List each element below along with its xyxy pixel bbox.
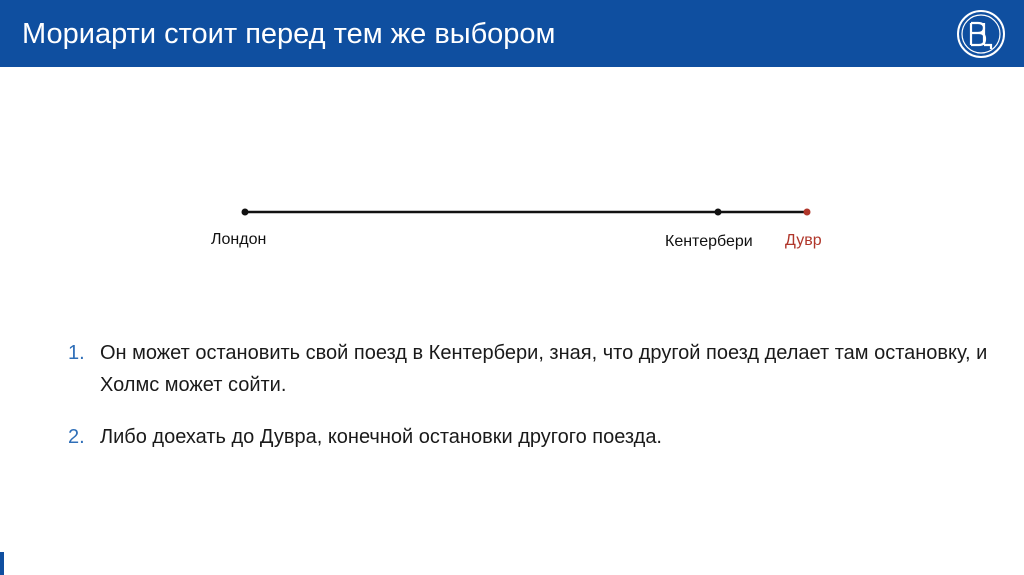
station-dot-london [242,209,249,216]
list-item-text: Он может остановить свой поезд в Кентербери, зная, что другой поезд делает там остановку, и Холмс может сойти. [100,342,988,396]
hse-university-logo-icon [956,9,1006,59]
list-item-text: Либо доехать до Дувра, конечной остановки другого поезда. [100,426,662,448]
list-item-number: 1. [68,342,85,364]
route-line-svg [0,190,1024,230]
station-dot-canterbury [715,209,722,216]
station-label-dover: Дувр [785,232,822,249]
station-dot-dover [804,209,811,216]
options-list [68,337,988,453]
slide-title: Мориарти стоит перед тем же выбором [22,18,556,50]
list-item [68,421,988,453]
route-diagram [0,190,1024,260]
list-item [68,337,988,401]
slide-header [0,0,1024,67]
station-label-london: Лондон [211,231,267,248]
list-item-number: 2. [68,426,85,448]
station-label-canterbury: Кентербери [665,233,753,250]
left-accent-bar [0,552,4,575]
